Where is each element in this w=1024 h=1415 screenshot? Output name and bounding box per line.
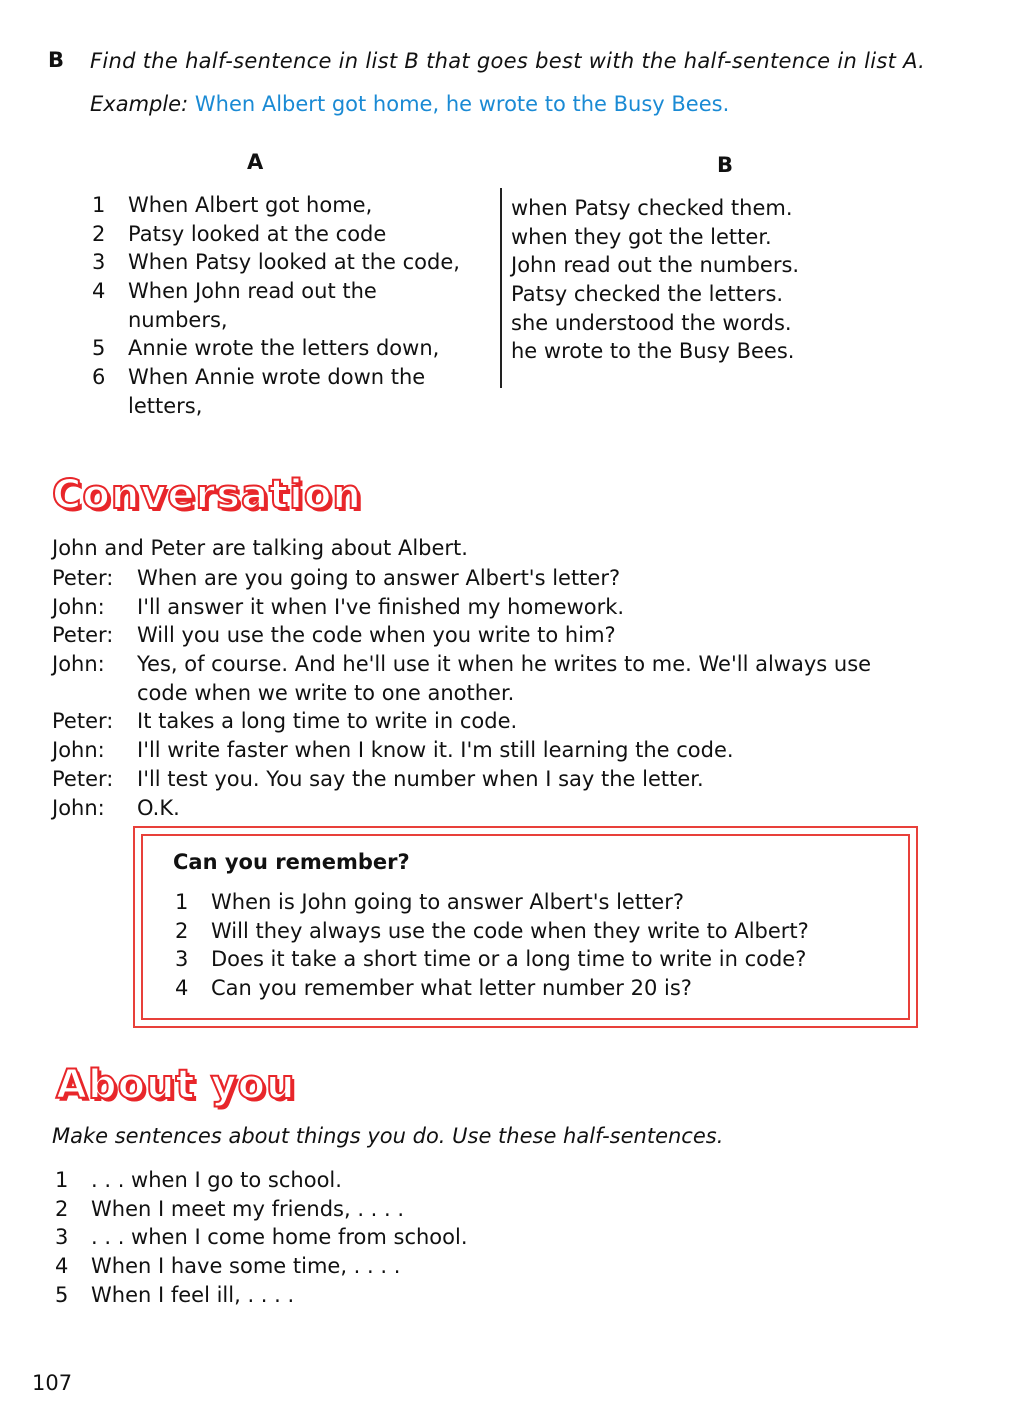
item-text: . . . when I come home from school.: [91, 1225, 468, 1250]
item-number: 2: [55, 1196, 69, 1221]
about-you-instruction: Make sentences about things you do. Use these half-sentences.: [52, 1124, 724, 1148]
conversation-heading: Conversation: [52, 472, 362, 518]
item-number: 2: [92, 221, 106, 246]
speaker: Peter:: [52, 709, 114, 734]
speech-text: I'll test you. You say the number when I say the letter.: [137, 766, 704, 791]
item-text: When I meet my friends, . . . .: [91, 1196, 405, 1221]
dialogue-line: [52, 679, 982, 708]
dialogue-line: [52, 765, 982, 794]
dialogue: [52, 564, 982, 822]
list-b-item: when Patsy checked them.: [511, 196, 793, 220]
speech-text: I'll write faster when I know it. I'm still learning the code.: [137, 738, 734, 763]
question-text: Can you remember what letter number 20 is?: [211, 976, 692, 1001]
question-text: Will they always use the code when they write to Albert?: [211, 918, 809, 943]
list-a-item: [92, 306, 492, 335]
remember-box-inner: [141, 834, 910, 1020]
item-number: 1: [55, 1168, 69, 1192]
item-text: . . . when I go to school.: [91, 1168, 342, 1192]
item-text: When Patsy looked at the code,: [128, 250, 460, 275]
item-number: 3: [92, 250, 106, 275]
item-text: When Annie wrote down the: [128, 365, 426, 390]
about-you-heading: About you: [56, 1062, 296, 1108]
speech-text: When are you going to answer Albert's letter?: [137, 566, 621, 590]
list-b-item: when they got the letter.: [511, 224, 772, 249]
question-number: 1: [175, 890, 189, 914]
speech-text: O.K.: [137, 795, 180, 820]
page-number: 107: [32, 1371, 73, 1395]
column-a-header: A: [247, 150, 264, 174]
example-text: When Albert got home, he wrote to the Busy Bees.: [194, 92, 730, 116]
item-number: 1: [92, 193, 106, 217]
dialogue-line: [52, 593, 982, 622]
dialogue-line: [52, 794, 982, 823]
item-text: Patsy looked at the code: [128, 221, 387, 246]
item-number: 4: [92, 279, 106, 304]
item-number: 6: [92, 365, 106, 390]
item-text: When I have some time, . . . .: [91, 1254, 401, 1279]
speech-text: Will you use the code when you write to him?: [137, 623, 616, 648]
item-text: When I feel ill, . . . .: [91, 1282, 295, 1307]
item-text: letters,: [128, 393, 203, 418]
list-b-item: Patsy checked the letters.: [511, 282, 784, 307]
remember-box: [133, 826, 918, 1028]
item-text: When Albert got home,: [128, 193, 373, 217]
list-a-item: [92, 334, 492, 363]
exercise-instruction: Find the half-sentence in list B that goes best with the half-sentence in list A.: [90, 49, 926, 73]
remember-title: Can you remember?: [173, 850, 410, 874]
item-number: 3: [55, 1225, 69, 1250]
list-b-item: she understood the words.: [511, 310, 792, 335]
list-a: [92, 191, 492, 421]
list-a-item: [92, 248, 492, 277]
speaker: Peter:: [52, 566, 114, 590]
list-a-item: [92, 392, 492, 421]
item-text: When John read out the: [128, 279, 377, 304]
dialogue-line: [52, 650, 982, 679]
item-number: 5: [92, 336, 106, 361]
list-a-item: [92, 220, 492, 249]
question-number: 4: [175, 976, 189, 1001]
item-number: 5: [55, 1282, 69, 1307]
speech-text: code when we write to one another.: [137, 680, 515, 705]
speaker: Peter:: [52, 623, 114, 648]
dialogue-line: [52, 707, 982, 736]
speech-text: I'll answer it when I've finished my homework.: [137, 594, 625, 619]
list-b-item: John read out the numbers.: [511, 253, 800, 278]
item-text: Annie wrote the letters down,: [128, 336, 440, 361]
exercise-label: B: [48, 48, 65, 72]
item-text: numbers,: [128, 307, 228, 332]
column-divider: [500, 188, 502, 388]
item-number: 4: [55, 1254, 69, 1279]
speech-text: It takes a long time to write in code.: [137, 709, 518, 734]
dialogue-line: [52, 621, 982, 650]
speaker: Peter:: [52, 766, 114, 791]
speaker: John:: [52, 738, 105, 763]
question-text: When is John going to answer Albert's letter?: [211, 890, 685, 914]
speech-text: Yes, of course. And he'll use it when he writes to me. We'll always use: [137, 652, 872, 677]
list-a-item: [92, 363, 492, 392]
question-number: 2: [175, 918, 189, 943]
question-text: Does it take a short time or a long time to write in code?: [211, 947, 807, 972]
column-b-header: B: [717, 153, 734, 177]
speaker: John:: [52, 652, 105, 677]
question-number: 3: [175, 947, 189, 972]
list-a-item: [92, 191, 492, 220]
conversation-intro: John and Peter are talking about Albert.: [52, 536, 468, 560]
list-a-item: [92, 277, 492, 306]
dialogue-line: [52, 736, 982, 765]
speaker: John:: [52, 795, 105, 820]
list-b-item: he wrote to the Busy Bees.: [511, 339, 795, 364]
example: [90, 92, 729, 116]
list-b: [511, 194, 799, 366]
example-label: Example:: [90, 92, 189, 116]
dialogue-line: [52, 564, 982, 593]
speaker: John:: [52, 594, 105, 619]
